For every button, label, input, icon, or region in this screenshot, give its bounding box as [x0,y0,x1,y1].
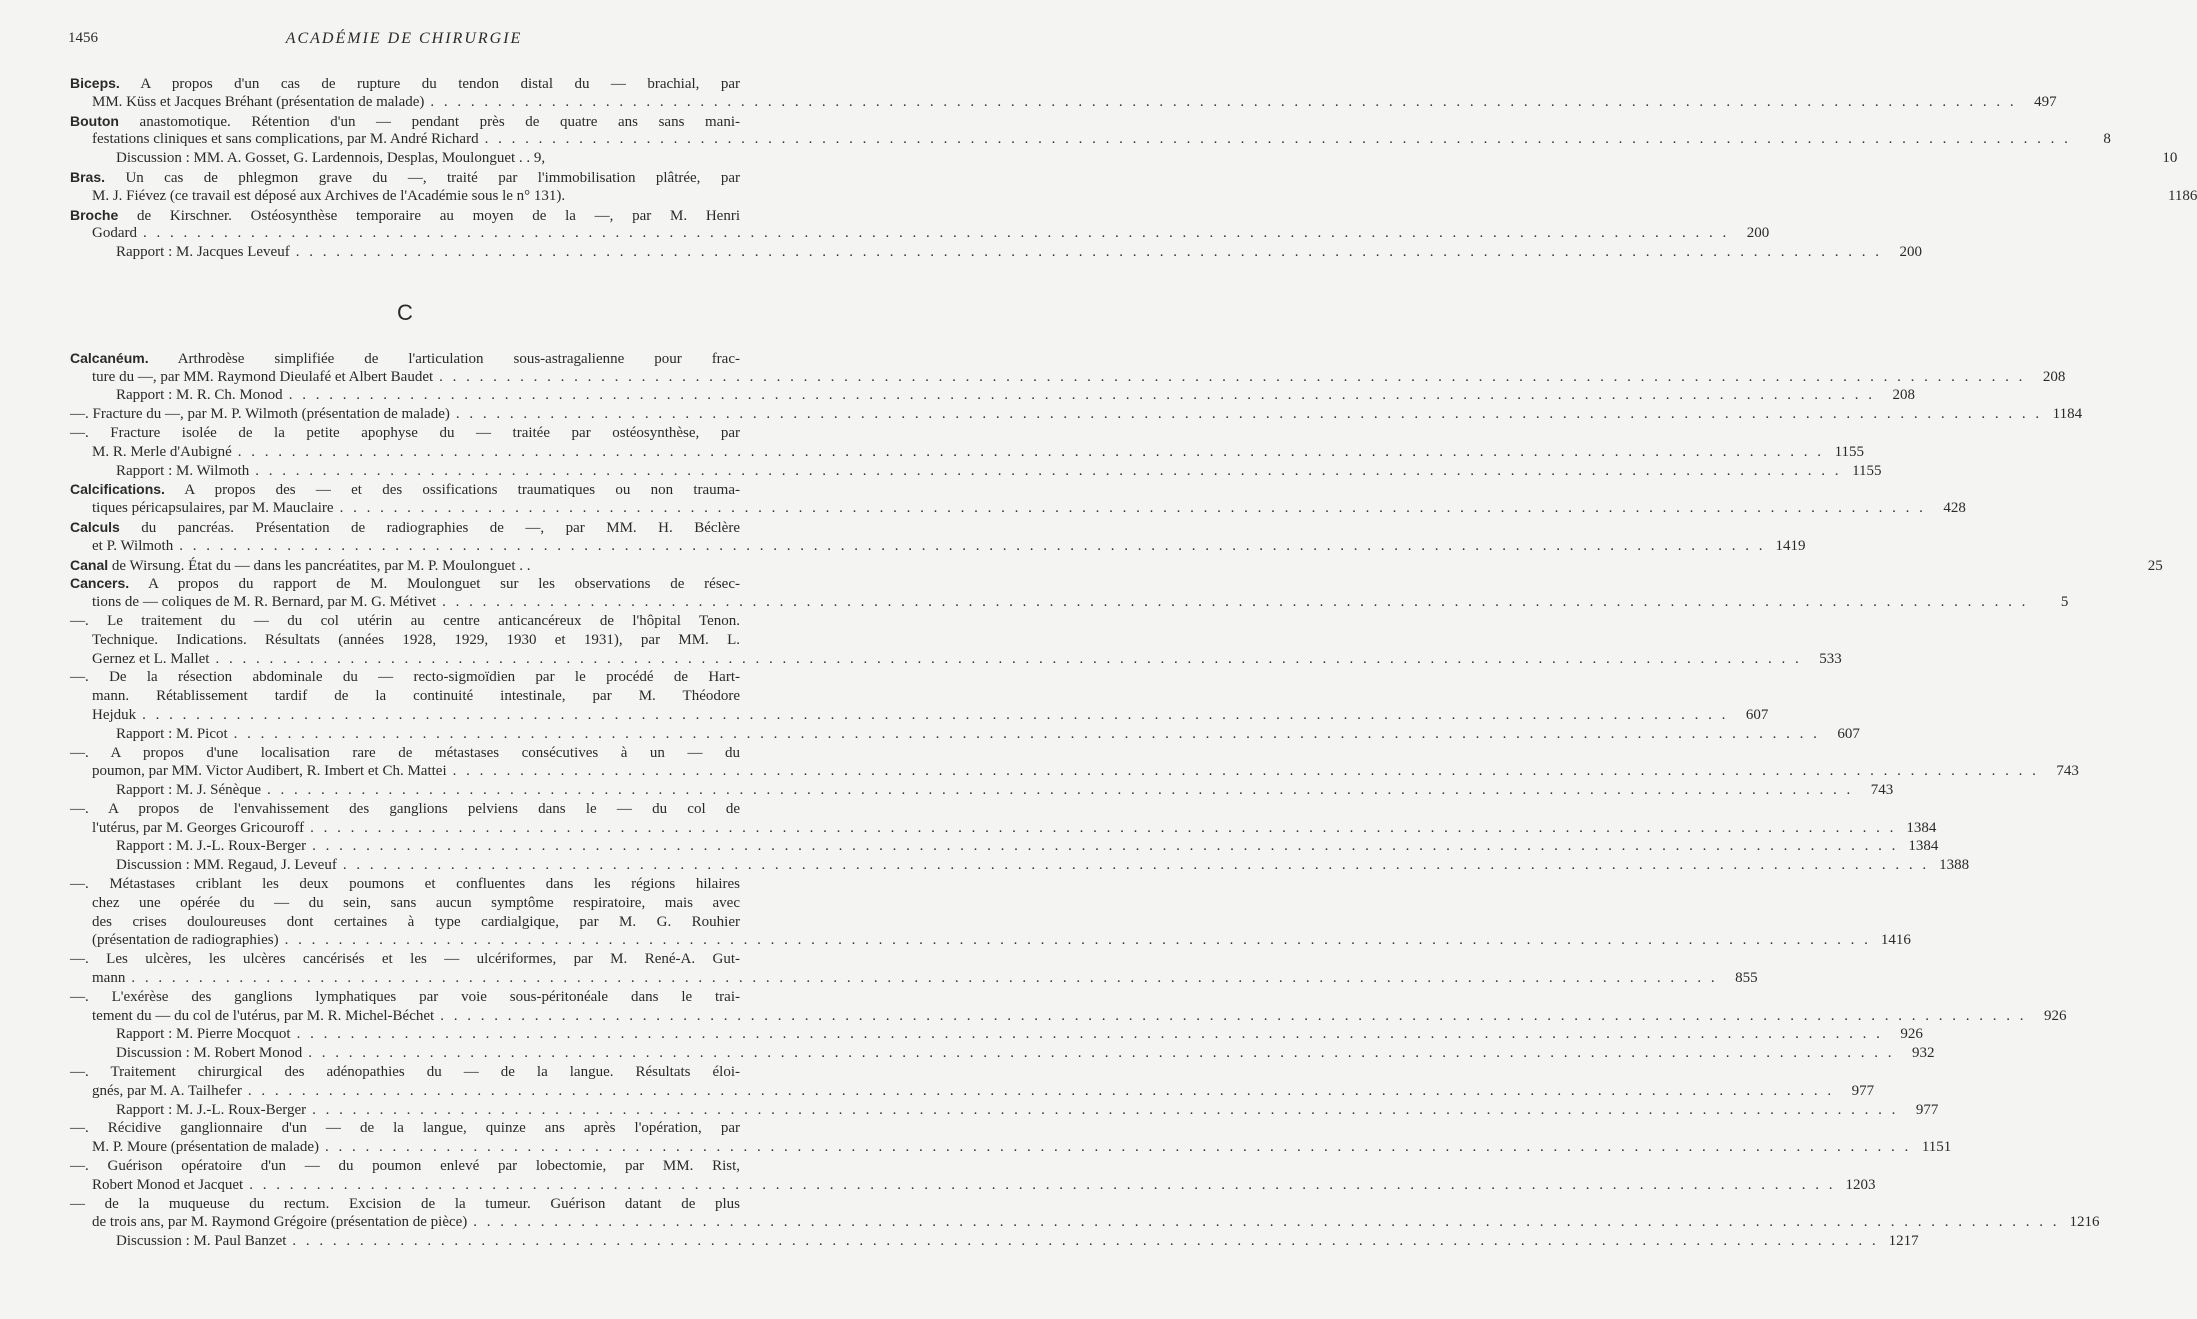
entry-text-wrap [116,856,337,875]
page-reference: 1155 [1834,443,1865,460]
entry-text-wrap [116,837,306,856]
entry-text: Technique. Indications. Résultats (années 1928, 1929, 1930 et 1931), par MM. L. [92,631,740,648]
entry-text-wrap [92,187,565,206]
page-reference: 1155 [1852,462,1882,479]
entry-line [70,93,2057,112]
entry-text-wrap [116,1025,291,1044]
dot-leader [179,537,1765,556]
page-reference: 1388 [1939,857,1970,874]
entry-line [70,894,740,913]
entry-text-wrap [116,149,545,168]
entry-text-wrap [70,556,531,576]
entry-line [70,856,1970,875]
entry-text: Discussion : M. Robert Monod [116,1045,303,1062]
entry-line [70,499,1966,518]
entry-line [70,1044,1935,1063]
entry-text-wrap [92,1176,243,1195]
entry-headword: Canal [70,556,109,573]
entry-text-wrap [92,650,209,669]
entry-text: l'utérus, par M. Georges Gricouroff [92,819,305,836]
page-reference: 743 [1870,782,1894,799]
entry-line [70,762,2079,781]
page-reference: 1416 [1880,932,1911,949]
entry-text: —. A propos de l'envahissement des ganglions pelviens dans le — du col de [70,800,740,817]
entry-line [70,424,740,443]
entry-line [70,668,740,687]
dot-leader [308,1044,1894,1063]
entry-text: Rapport : M. Picot [116,725,228,742]
page-reference: 1184 [2052,406,2083,423]
entry-text-wrap [92,593,436,612]
dot-leader [442,593,2028,612]
page-reference: 208 [1892,387,1915,404]
index-entry [70,574,2100,1251]
entry-text: Discussion : MM. A. Gosset, G. Lardennois, Desplas, Moulonguet . . 9, [116,150,546,167]
entry-text-wrap [92,762,447,781]
dot-leader [430,93,2016,112]
page-reference: 1384 [1908,838,1939,855]
section-b-entries [70,74,2197,262]
entry-text-wrap [92,130,479,149]
dot-leader [285,931,1871,950]
entry-text: —. Récidive ganglionnaire d'un — de la langue, quinze ans après l'opération, par [70,1120,740,1137]
entry-text: —. Métastases criblant les deux poumons et confluentes dans les régions hilaires [70,876,740,893]
dot-leader [310,819,1896,838]
entry-line [70,1232,1919,1251]
entry-line [70,969,1758,988]
entry-text: Rapport : M. Wilmoth [116,462,250,479]
page-reference: 1217 [1888,1233,1919,1250]
entry-text: M. P. Moure (présentation de malade) [92,1139,320,1156]
entry-headword: Cancers. [70,575,130,592]
dot-leader [312,837,1898,856]
entry-text: —. A propos d'une localisation rare de métastases consécutives à un — du [70,744,740,761]
entry-line [70,1007,2067,1026]
entry-line [70,149,2178,168]
entry-line [70,224,1770,243]
entry-line [70,631,740,650]
entry-line [70,706,1769,725]
page-reference: 428 [1943,500,1966,517]
entry-line [70,518,740,537]
entry-line [70,243,1922,262]
entry-line [70,593,2069,612]
entry-text: —. Fracture isolée de la petite apophyse du — traitée par ostéosynthèse, par [70,424,740,441]
entry-text: M. J. Fiévez (ce travail est déposé aux Archives de l'Académie sous le n° 131). [92,187,566,204]
page-reference: 1419 [1775,537,1806,554]
entry-text: de Kirschner. Ostéosynthèse temporaire au moyen de la —, par M. Henri [118,207,740,224]
page-reference: 926 [1900,1026,1923,1043]
entry-text: —. Le traitement du — du col utérin au centre anticancéreux de l'hôpital Tenon. [70,612,740,629]
page-reference: 932 [1912,1045,1935,1062]
page-reference: 200 [1899,244,1922,261]
entry-text: tement du — du col de l'utérus, par M. R. Michel-Béchet [92,1007,435,1024]
index-entry [70,206,1922,262]
entry-line [70,837,1939,856]
entry-text-wrap [116,462,249,481]
entry-text-wrap [92,93,424,112]
entry-line [70,988,740,1007]
entry-text: de trois ans, par M. Raymond Grégoire (présentation de pièce) [92,1214,468,1231]
entry-line [70,1082,1875,1101]
entry-text-wrap [92,819,304,838]
entry-line [70,1157,740,1176]
entry-text: —. De la résection abdominale du — recto-sigmoïdien par le procédé de Hart- [70,669,740,686]
dot-leader [297,1025,1883,1044]
entry-text: — de la muqueuse du rectum. Excision de la tumeur. Guérison datant de plus [70,1195,740,1212]
entry-line [70,1119,740,1138]
index-entry [70,74,2057,112]
dot-leader [340,499,1926,518]
entry-text: du pancréas. Présentation de radiographies de —, par MM. H. Béclère [119,519,740,536]
page-reference: 25 [2147,557,2163,574]
entry-line [70,650,1842,669]
entry-line [70,1101,1939,1120]
entry-line [70,349,740,368]
page-reference: 208 [2042,368,2066,385]
index-entry [70,480,1966,518]
dot-leader [440,1007,2026,1026]
entry-text: Discussion : MM. Regaud, J. Leveuf [116,857,337,874]
index-entry [70,112,2178,168]
entry-line [70,950,740,969]
dot-leader [267,781,1853,800]
entry-text-wrap [116,1101,306,1120]
entry-line [70,931,1911,950]
entry-text: mann. Rétablissement tardif de la continuité intestinale, par M. Théodore [92,688,740,705]
dot-leader [292,1232,1878,1251]
entry-line [70,875,740,894]
page-reference: 10 [2162,150,2178,167]
entry-text-wrap [116,1044,302,1063]
entry-text-wrap [92,1213,467,1232]
entry-text: Hejduk [92,706,137,723]
dot-leader [456,405,2042,424]
dot-leader [249,1176,1835,1195]
entry-text-wrap [92,224,137,243]
entry-text: —. Les ulcères, les ulcères cancérisés et les — ulcériformes, par M. René-A. Gut- [70,951,740,968]
entry-headword: Calcifications. [70,481,165,498]
entry-line [70,800,740,819]
page-reference: 607 [1745,706,1769,723]
entry-line [70,405,2083,424]
entry-line [70,168,740,187]
dot-leader [215,650,1801,669]
dot-leader [312,1101,1898,1120]
index-content [70,74,2197,1251]
entry-line [70,74,740,93]
dot-leader [289,386,1875,405]
dot-leader [234,725,1820,744]
dot-leader [248,1082,1834,1101]
index-entry [70,556,2163,575]
page-header [68,30,740,52]
entry-text: Robert Monod et Jacquet [92,1176,244,1193]
index-entry [70,518,1806,556]
entry-text-wrap [116,386,283,405]
entry-text: mann [92,970,126,987]
dot-leader [238,443,1824,462]
entry-text-wrap [92,706,136,725]
entry-text-wrap [92,1007,434,1026]
entry-text: (présentation de radiographies) [92,932,279,949]
entry-text: Un cas de phlegmon grave du —, traité par l'immobilisation plâtrée, par [105,169,740,186]
entry-line [70,574,740,593]
entry-text-wrap [116,781,261,800]
entry-line [70,1195,740,1214]
entry-text: Gernez et L. Mallet [92,650,210,667]
page-reference: 5 [2060,594,2069,611]
page-reference: 855 [1735,970,1758,987]
entry-text-wrap [116,243,290,262]
entry-text: ture du —, par MM. Raymond Dieulafé et Albert Baudet [92,368,434,385]
dot-leader [143,224,1729,243]
entry-text: —. L'exérèse des ganglions lymphatiques par voie sous-péritonéale dans le trai- [70,988,740,1005]
entry-line [70,725,1860,744]
entry-text-wrap [92,1082,242,1101]
entry-text: tiques péricapsulaires, par M. Mauclaire [92,500,334,517]
entry-headword: Biceps. [70,75,120,91]
entry-line [70,537,1806,556]
entry-line [70,556,2163,575]
entry-text: poumon, par MM. Victor Audibert, R. Imbert et Ch. Mattei [92,763,447,780]
entry-text: et P. Wilmoth [92,537,174,554]
entry-headword: Bouton [70,112,119,129]
entry-text-wrap [92,537,173,556]
entry-text: chez une opérée du — du sein, sans aucun symptôme respiratoire, mais avec [92,894,740,911]
entry-line [70,913,740,932]
dot-leader [343,856,1929,875]
entry-line [70,368,2066,387]
entry-headword: Broche [70,206,119,223]
entry-text: Rapport : M. Jacques Leveuf [116,244,290,261]
entry-text-wrap [116,725,228,744]
entry-line [70,206,740,225]
entry-line [70,386,1915,405]
entry-text-wrap [70,405,450,424]
entry-text-wrap [92,931,279,950]
entry-text: tions de — coliques de M. R. Bernard, par M. G. Métivet [92,594,437,611]
entry-line [70,462,1882,481]
dot-leader [453,762,2039,781]
page-reference: 926 [2043,1007,2067,1024]
entry-text: A propos d'un cas de rupture du tendon distal du — brachial, par [119,76,740,92]
dot-leader [296,243,1882,262]
entry-text: Rapport : M. Pierre Mocquot [116,1026,291,1043]
page-reference: 1186 [2167,187,2197,204]
entry-line [70,187,2197,206]
entry-line [70,612,740,631]
entry-text: —. Fracture du —, par M. P. Wilmoth (présentation de malade) [70,406,450,423]
page-reference: 497 [2034,93,2057,110]
entry-text: Discussion : M. Paul Banzet [116,1233,287,1250]
entry-text: Rapport : M. R. Ch. Monod [116,387,283,404]
entry-text-wrap [92,443,232,462]
page-reference: 1384 [1906,819,1937,836]
entry-line [70,744,740,763]
entry-headword: Calcanéum. [70,349,149,366]
entry-text: anastomotique. Rétention d'un — pendant près de quatre ans sans mani- [118,113,740,130]
entry-headword: Bras. [70,168,106,185]
index-entry [70,349,2083,481]
dot-leader [485,130,2071,149]
entry-text: A propos du rapport de M. Moulonguet sur les observations de résec- [129,576,740,593]
dot-leader [325,1138,1911,1157]
section-letter: C [397,299,413,325]
entry-text: M. R. Merle d'Aubigné [92,443,232,460]
page-reference: 1151 [1921,1139,1952,1156]
entry-line [70,130,2111,149]
entry-text: —. Traitement chirurgical des adénopathies du — de la langue. Résultats éloi- [70,1064,740,1081]
entry-line [70,443,1865,462]
page-number: 1456 [68,30,98,46]
entry-text: Rapport : M. J.-L. Roux-Berger [116,838,307,855]
page-reference: 8 [2103,131,2111,148]
entry-line [70,1138,1952,1157]
dot-leader [142,706,1728,725]
entry-text: festations cliniques et sans complications, par M. André Richard [92,131,479,148]
entry-text: Arthrodèse simplifiée de l'articulation sous-astragalienne pour frac- [148,350,740,367]
dot-leader [255,462,1841,481]
entry-line [70,480,740,499]
page-reference: 977 [1851,1082,1875,1099]
entry-text: Rapport : M. J. Sénèque [116,782,261,799]
entry-text-wrap [92,969,125,988]
entry-line [70,1063,740,1082]
entry-line [70,1176,1876,1195]
page-reference: 200 [1746,225,1770,242]
section-c-entries [70,349,2163,1251]
entry-line [70,112,740,131]
page-reference: 1203 [1845,1176,1876,1193]
page-reference: 533 [1819,650,1842,667]
entry-text-wrap [92,368,433,387]
entry-text: Rapport : M. J.-L. Roux-Berger [116,1101,307,1118]
page-reference: 977 [1915,1101,1939,1118]
dot-leader [439,368,2025,387]
entry-line [70,687,740,706]
entry-text-wrap [116,1232,286,1251]
entry-line [70,1213,2100,1232]
entry-text: MM. Küss et Jacques Bréhant (présentation de malade) [92,93,425,110]
dot-leader [473,1213,2059,1232]
entry-text: Godard [92,225,137,242]
entry-text: gnés, par M. A. Tailhefer [92,1082,242,1099]
entry-text-wrap [92,1138,319,1157]
page-reference: 743 [2056,763,2079,780]
dot-leader [131,969,1717,988]
entry-text: —. Guérison opératoire d'un — du poumon enlevé par lobectomie, par MM. Rist, [70,1158,740,1175]
entry-text: A propos des — et des ossifications traumatiques ou non trauma- [164,482,740,499]
page-reference: 607 [1837,725,1860,742]
entry-line [70,819,1937,838]
entry-text: de Wirsung. État du — dans les pancréatites, par M. P. Moulonguet . . [108,557,531,574]
entry-text: des crises douloureuses dont certaines à type cardialgique, par M. G. Rouhier [92,913,740,930]
page-reference: 1216 [2069,1214,2100,1231]
running-title: ACADÉMIE DE CHIRURGIE [285,30,523,47]
index-entry [70,168,2197,206]
entry-text-wrap [92,499,334,518]
entry-line [70,781,1894,800]
entry-line [70,1025,1923,1044]
entry-headword: Calculs [70,518,120,535]
